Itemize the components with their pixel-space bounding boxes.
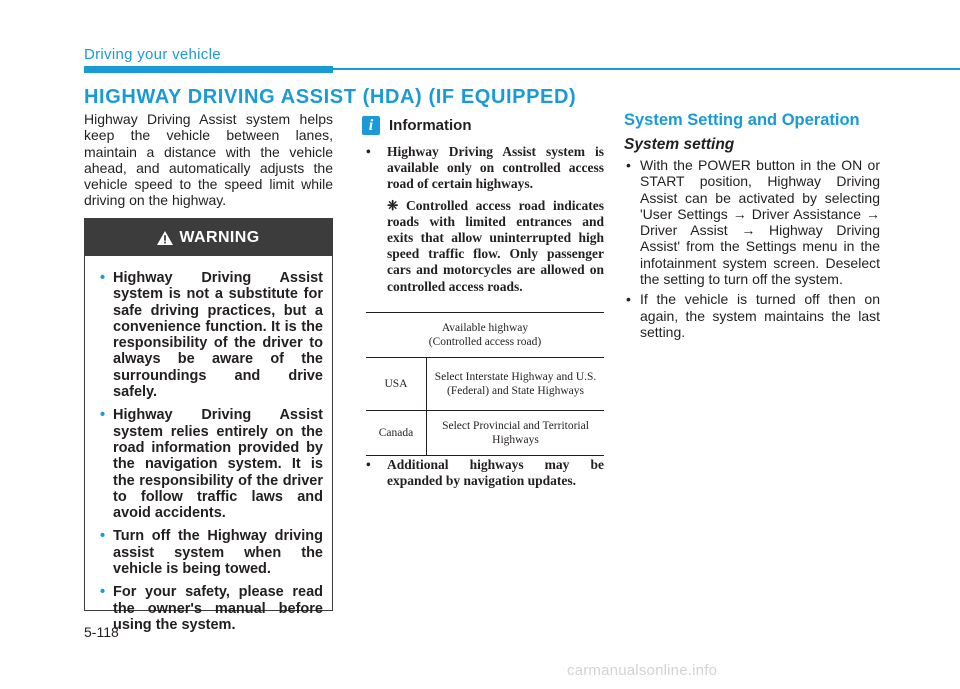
intro-paragraph: Highway Driving Assist system helps keep the vehicle between lanes, maintain a distance with the vehicle ahead, and automatically adjusts the vehicle speed to the speed limit while driving on the highway. bbox=[84, 111, 333, 209]
warning-list bbox=[85, 256, 332, 633]
section-title: HIGHWAY DRIVING ASSIST (HDA) (IF EQUIPPED) bbox=[84, 86, 577, 108]
table-header-line-2: (Controlled access road) bbox=[428, 336, 542, 348]
table-row bbox=[366, 358, 604, 411]
system-setting-list bbox=[624, 157, 880, 344]
warning-item: • For your safety, please read the owner's manual before using the system. bbox=[103, 584, 323, 633]
warning-label: WARNING bbox=[179, 228, 260, 246]
info-icon: i bbox=[362, 116, 380, 135]
information-bullet-text: Highway Driving Assist system is available only on controlled access road of certain highways. bbox=[387, 144, 604, 192]
warning-header bbox=[85, 219, 332, 256]
information-note bbox=[387, 198, 604, 295]
page-number: 5-118 bbox=[84, 624, 119, 640]
table-header-line-1: Available highway bbox=[441, 322, 529, 334]
table-row bbox=[366, 411, 604, 456]
note-text: Controlled access road indicates roads with limited entrances and exits that allow uninterrupted high speed traffic flow. Only passenger cars and motorcycles are allowed on controlled access roads. bbox=[387, 197, 604, 294]
table-header-cell bbox=[366, 313, 604, 358]
system-setting-subtitle: System setting bbox=[624, 136, 735, 153]
information-bullet: • Additional highways may be expanded by navigation updates. bbox=[366, 457, 604, 489]
table-cell-highways: Select Provincial and Territorial Highways bbox=[427, 411, 605, 456]
system-setting-title: System Setting and Operation bbox=[624, 111, 860, 129]
information-title: Information bbox=[389, 117, 472, 134]
system-setting-item: • With the POWER button in the ON or START position, Highway Driving Assist can be activated by selecting 'User Settings → Driver Assistance → Driver Assist → Highway Driving Assist' from the Settings menu in the infotainment system screen. Deselect the setting to turn off the system. bbox=[624, 157, 880, 287]
information-list-2 bbox=[366, 457, 604, 489]
table-header-row bbox=[366, 313, 604, 358]
header-rule bbox=[333, 68, 960, 70]
information-heading bbox=[362, 116, 472, 135]
warning-item: • Highway Driving Assist system relies entirely on the road information provided by the navigation system. It is the responsibility of the driver to follow traffic laws and avoid accidents. bbox=[103, 407, 323, 521]
warning-item: • Turn off the Highway driving assist system when the vehicle is being towed. bbox=[103, 528, 323, 577]
table-cell-highways: Select Interstate Highway and U.S. (Federal) and State Highways bbox=[427, 358, 605, 411]
highway-table bbox=[366, 312, 604, 456]
header-accent-bar bbox=[84, 66, 333, 73]
note-symbol: ❈ bbox=[387, 197, 399, 213]
chapter-title: Driving your vehicle bbox=[84, 46, 221, 63]
table-cell-country: Canada bbox=[366, 411, 427, 456]
information-list bbox=[366, 144, 604, 295]
warning-item: • Highway Driving Assist system is not a substitute for safe driving practices, but a convenience function. It is the responsibility of the driver to always be aware of the surroundings and drive safely. bbox=[103, 270, 323, 400]
system-setting-item: • If the vehicle is turned off then on again, the system maintains the last setting. bbox=[624, 291, 880, 340]
table-cell-country: USA bbox=[366, 358, 427, 411]
information-bullet bbox=[366, 144, 604, 295]
warning-triangle-icon bbox=[157, 231, 173, 245]
watermark: carmanualsonline.info bbox=[567, 662, 718, 679]
